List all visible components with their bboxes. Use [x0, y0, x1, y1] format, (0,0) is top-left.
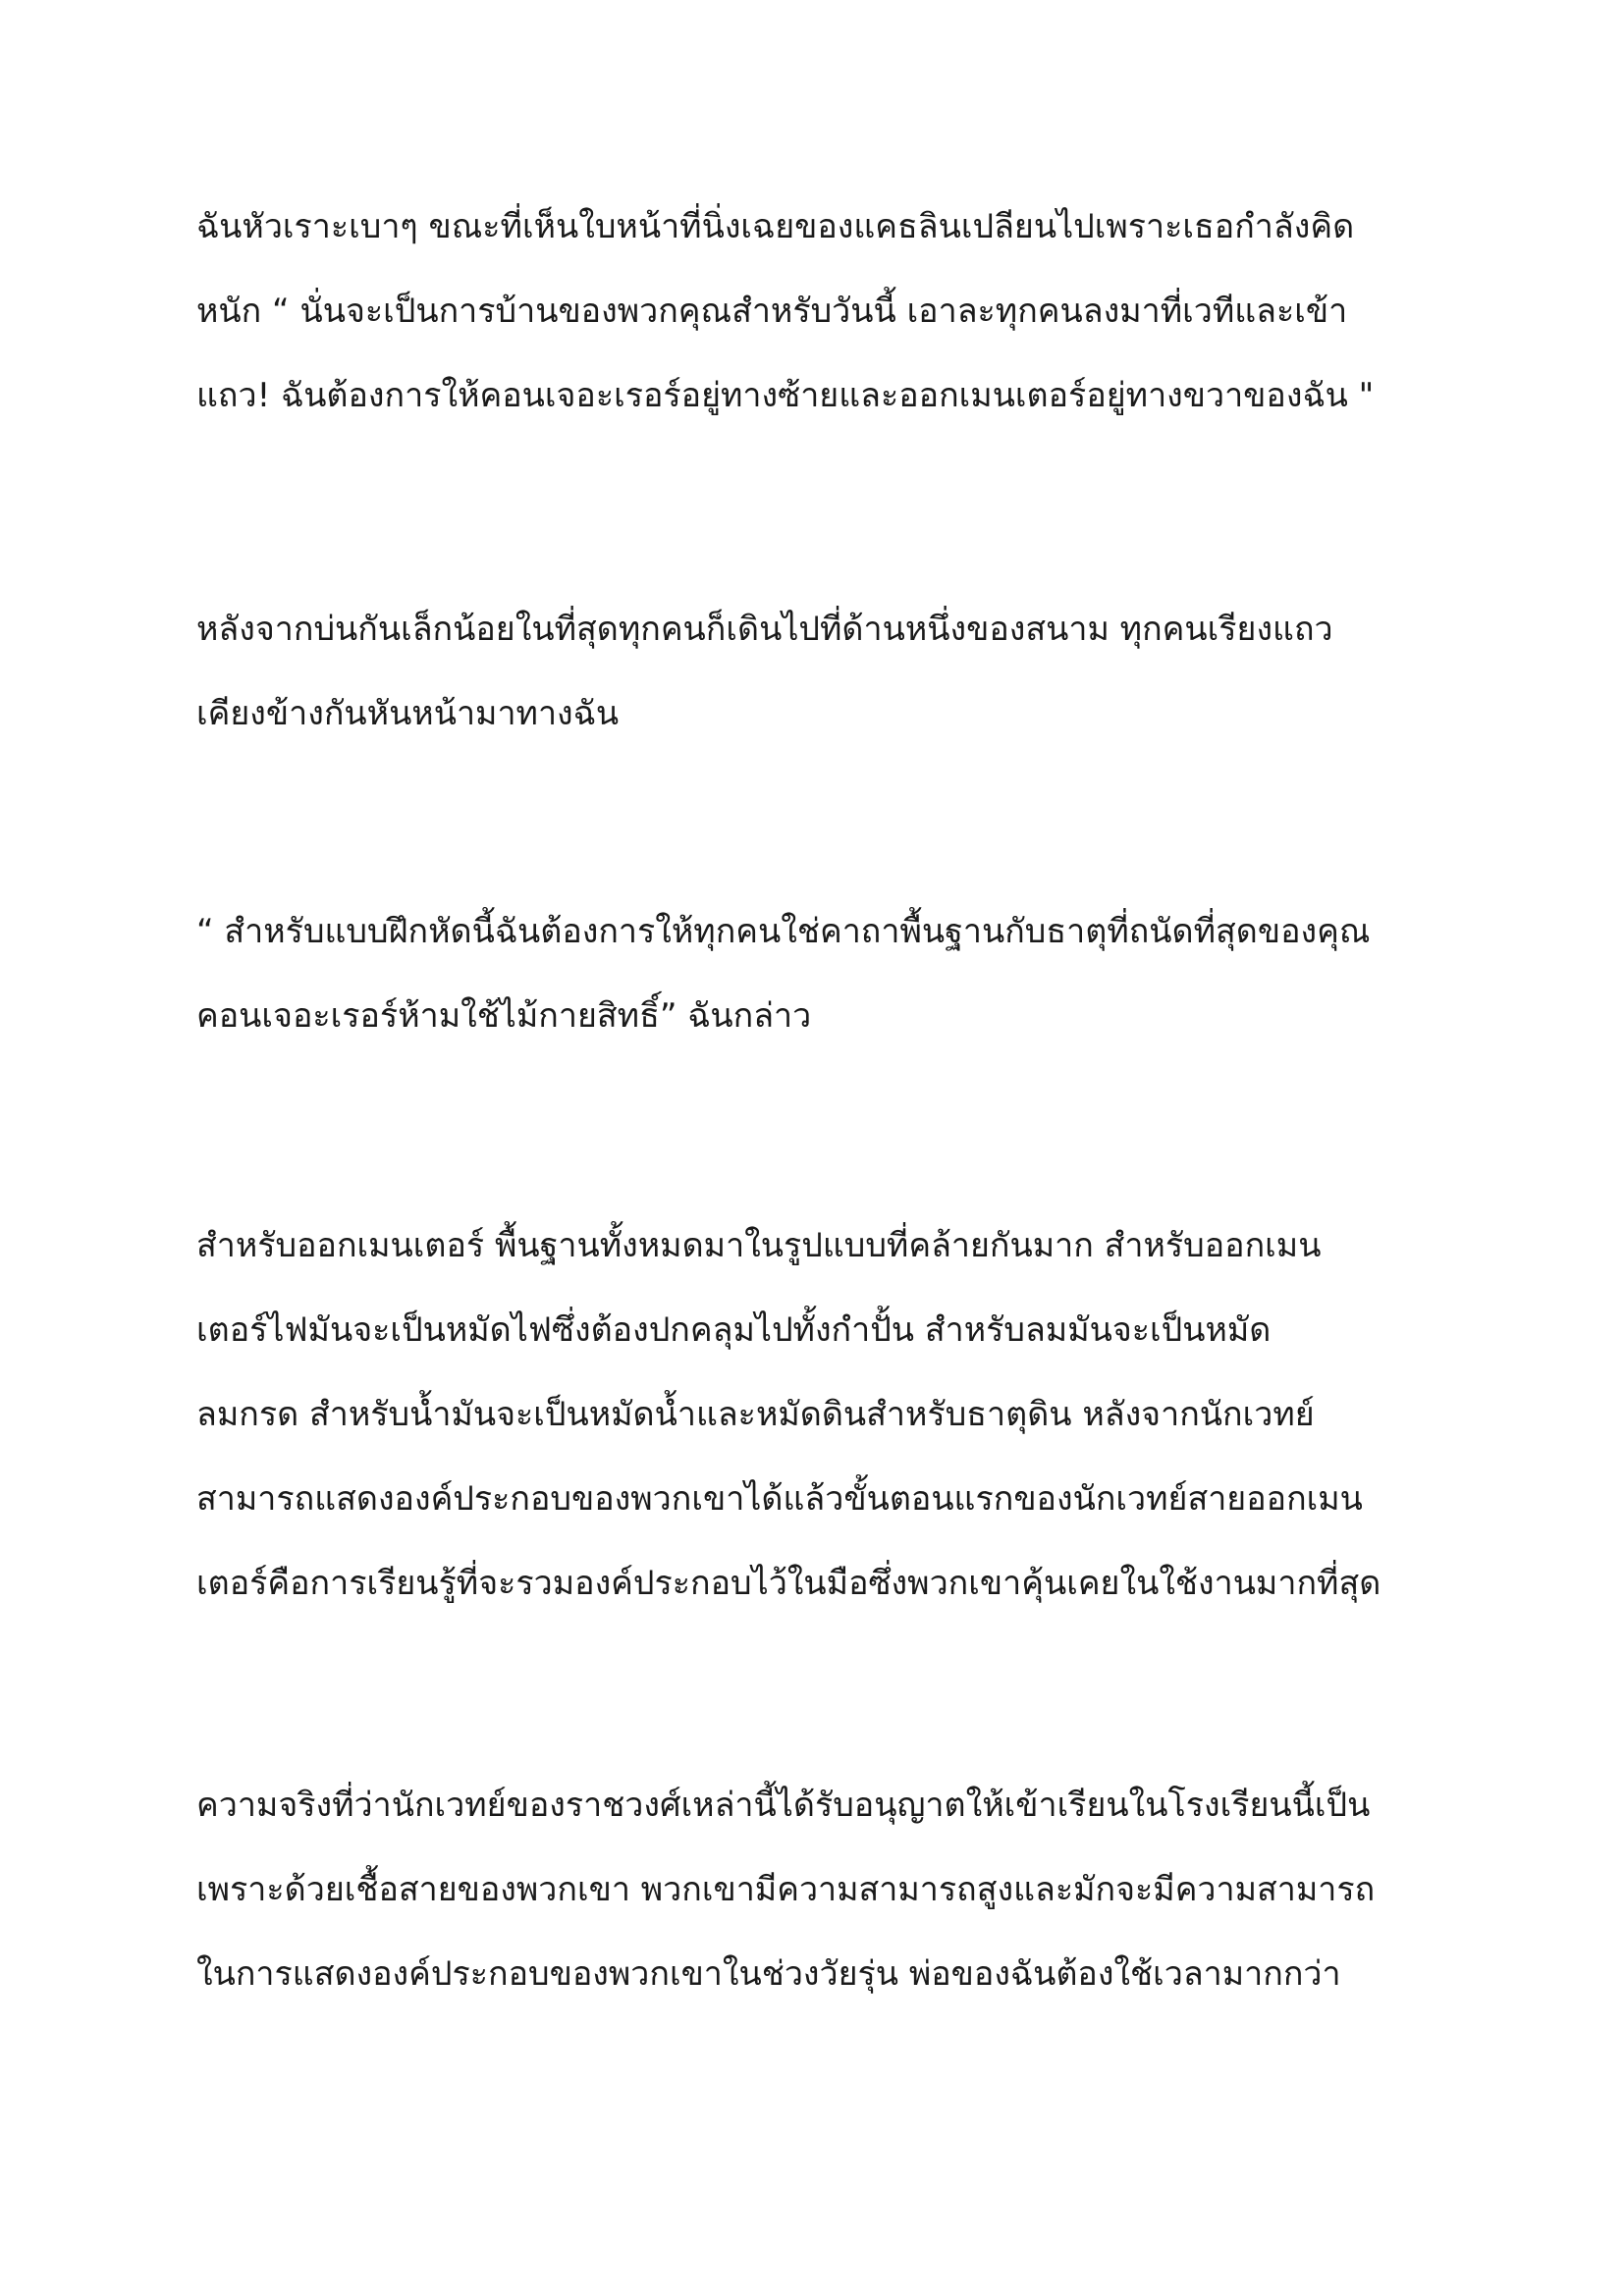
paragraph-line: คอนเจอะเรอร์ห้ามใช้ไม้กายสิทธิ์” ฉันกล่าว [196, 996, 812, 1036]
paragraph-line: ลมกรด สำหรับน้ำมันจะเป็นหมัดน้ำและหมัดดินสำหรับธาตุดิน หลังจากนักเวทย์ [196, 1395, 1315, 1434]
paragraph-2 [196, 587, 1463, 756]
paragraph-line: ฉันหัวเราะเบาๆ ขณะที่เห็นใบหน้าที่นิ่งเฉยของแคธลินเปลียนไปเพราะเธอกำลังคิด [196, 207, 1355, 246]
paragraph-line: สำหรับออกเมนเตอร์ พื้นฐานทั้งหมดมาในรูปแบบที่คล้ายกันมาก สำหรับออกเมน [196, 1226, 1322, 1265]
paragraph-line: เคียงข้างกันหันหน้ามาทางฉัน [196, 694, 620, 733]
paragraph-3 [196, 889, 1463, 1058]
paragraph-line: เพราะด้วยเชื้อสายของพวกเขา พวกเขามีความสามารถสูงและมักจะมีความสามารถ [196, 1870, 1376, 1909]
paragraph-line: หลังจากบ่นกันเล็กน้อยในที่สุดทุกคนก็เดินไปที่ด้านหนึ่งของสนาม ทุกคนเรียงแถว [196, 610, 1333, 649]
paragraph-5 [196, 1763, 1463, 2016]
paragraph-line: “ สำหรับแบบฝึกหัดนี้ฉันต้องการให้ทุกคนใช่คาถาพื้นฐานกับธาตุที่ถนัดที่สุดของคุณ [196, 912, 1371, 951]
paragraph-line: เตอร์คือการเรียนรู้ที่จะรวมองค์ประกอบไว้ในมือซึ่งพวกเขาคุ้นเคยในใช้งานมากที่สุด [196, 1564, 1381, 1603]
paragraph-4 [196, 1203, 1463, 1626]
paragraph-line: แถว! ฉันต้องการให้คอนเจอะเรอร์อยู่ทางซ้ายและออกเมนเตอร์อยู่ทางขวาของฉัน " [196, 376, 1375, 415]
paragraph-line: หนัก “ นั่นจะเป็นการบ้านของพวกคุณสำหรับวันนี้ เอาละทุกคนลงมาที่เวทีและเข้า [196, 292, 1348, 331]
paragraph-line: ความจริงที่ว่านักเวทย์ของราชวงศ์เหล่านี้ได้รับอนุญาตให้เข้าเรียนในโรงเรียนนี้เป็น [196, 1786, 1371, 1825]
paragraph-1 [196, 185, 1463, 438]
paragraph-line: ในการแสดงองค์ประกอบของพวกเขาในช่วงวัยรุ่น พ่อของฉันต้องใช้เวลามากกว่า [196, 1954, 1341, 1994]
paragraph-line: สามารถแสดงองค์ประกอบของพวกเขาได้แล้วขั้นตอนแรกของนักเวทย์สายออกเมน [196, 1479, 1363, 1519]
paragraph-line: เตอร์ไฟมันจะเป็นหมัดไฟซึ่งต้องปกคลุมไปทั้งกำปั้น สำหรับลมมันจะเป็นหมัด [196, 1310, 1272, 1350]
